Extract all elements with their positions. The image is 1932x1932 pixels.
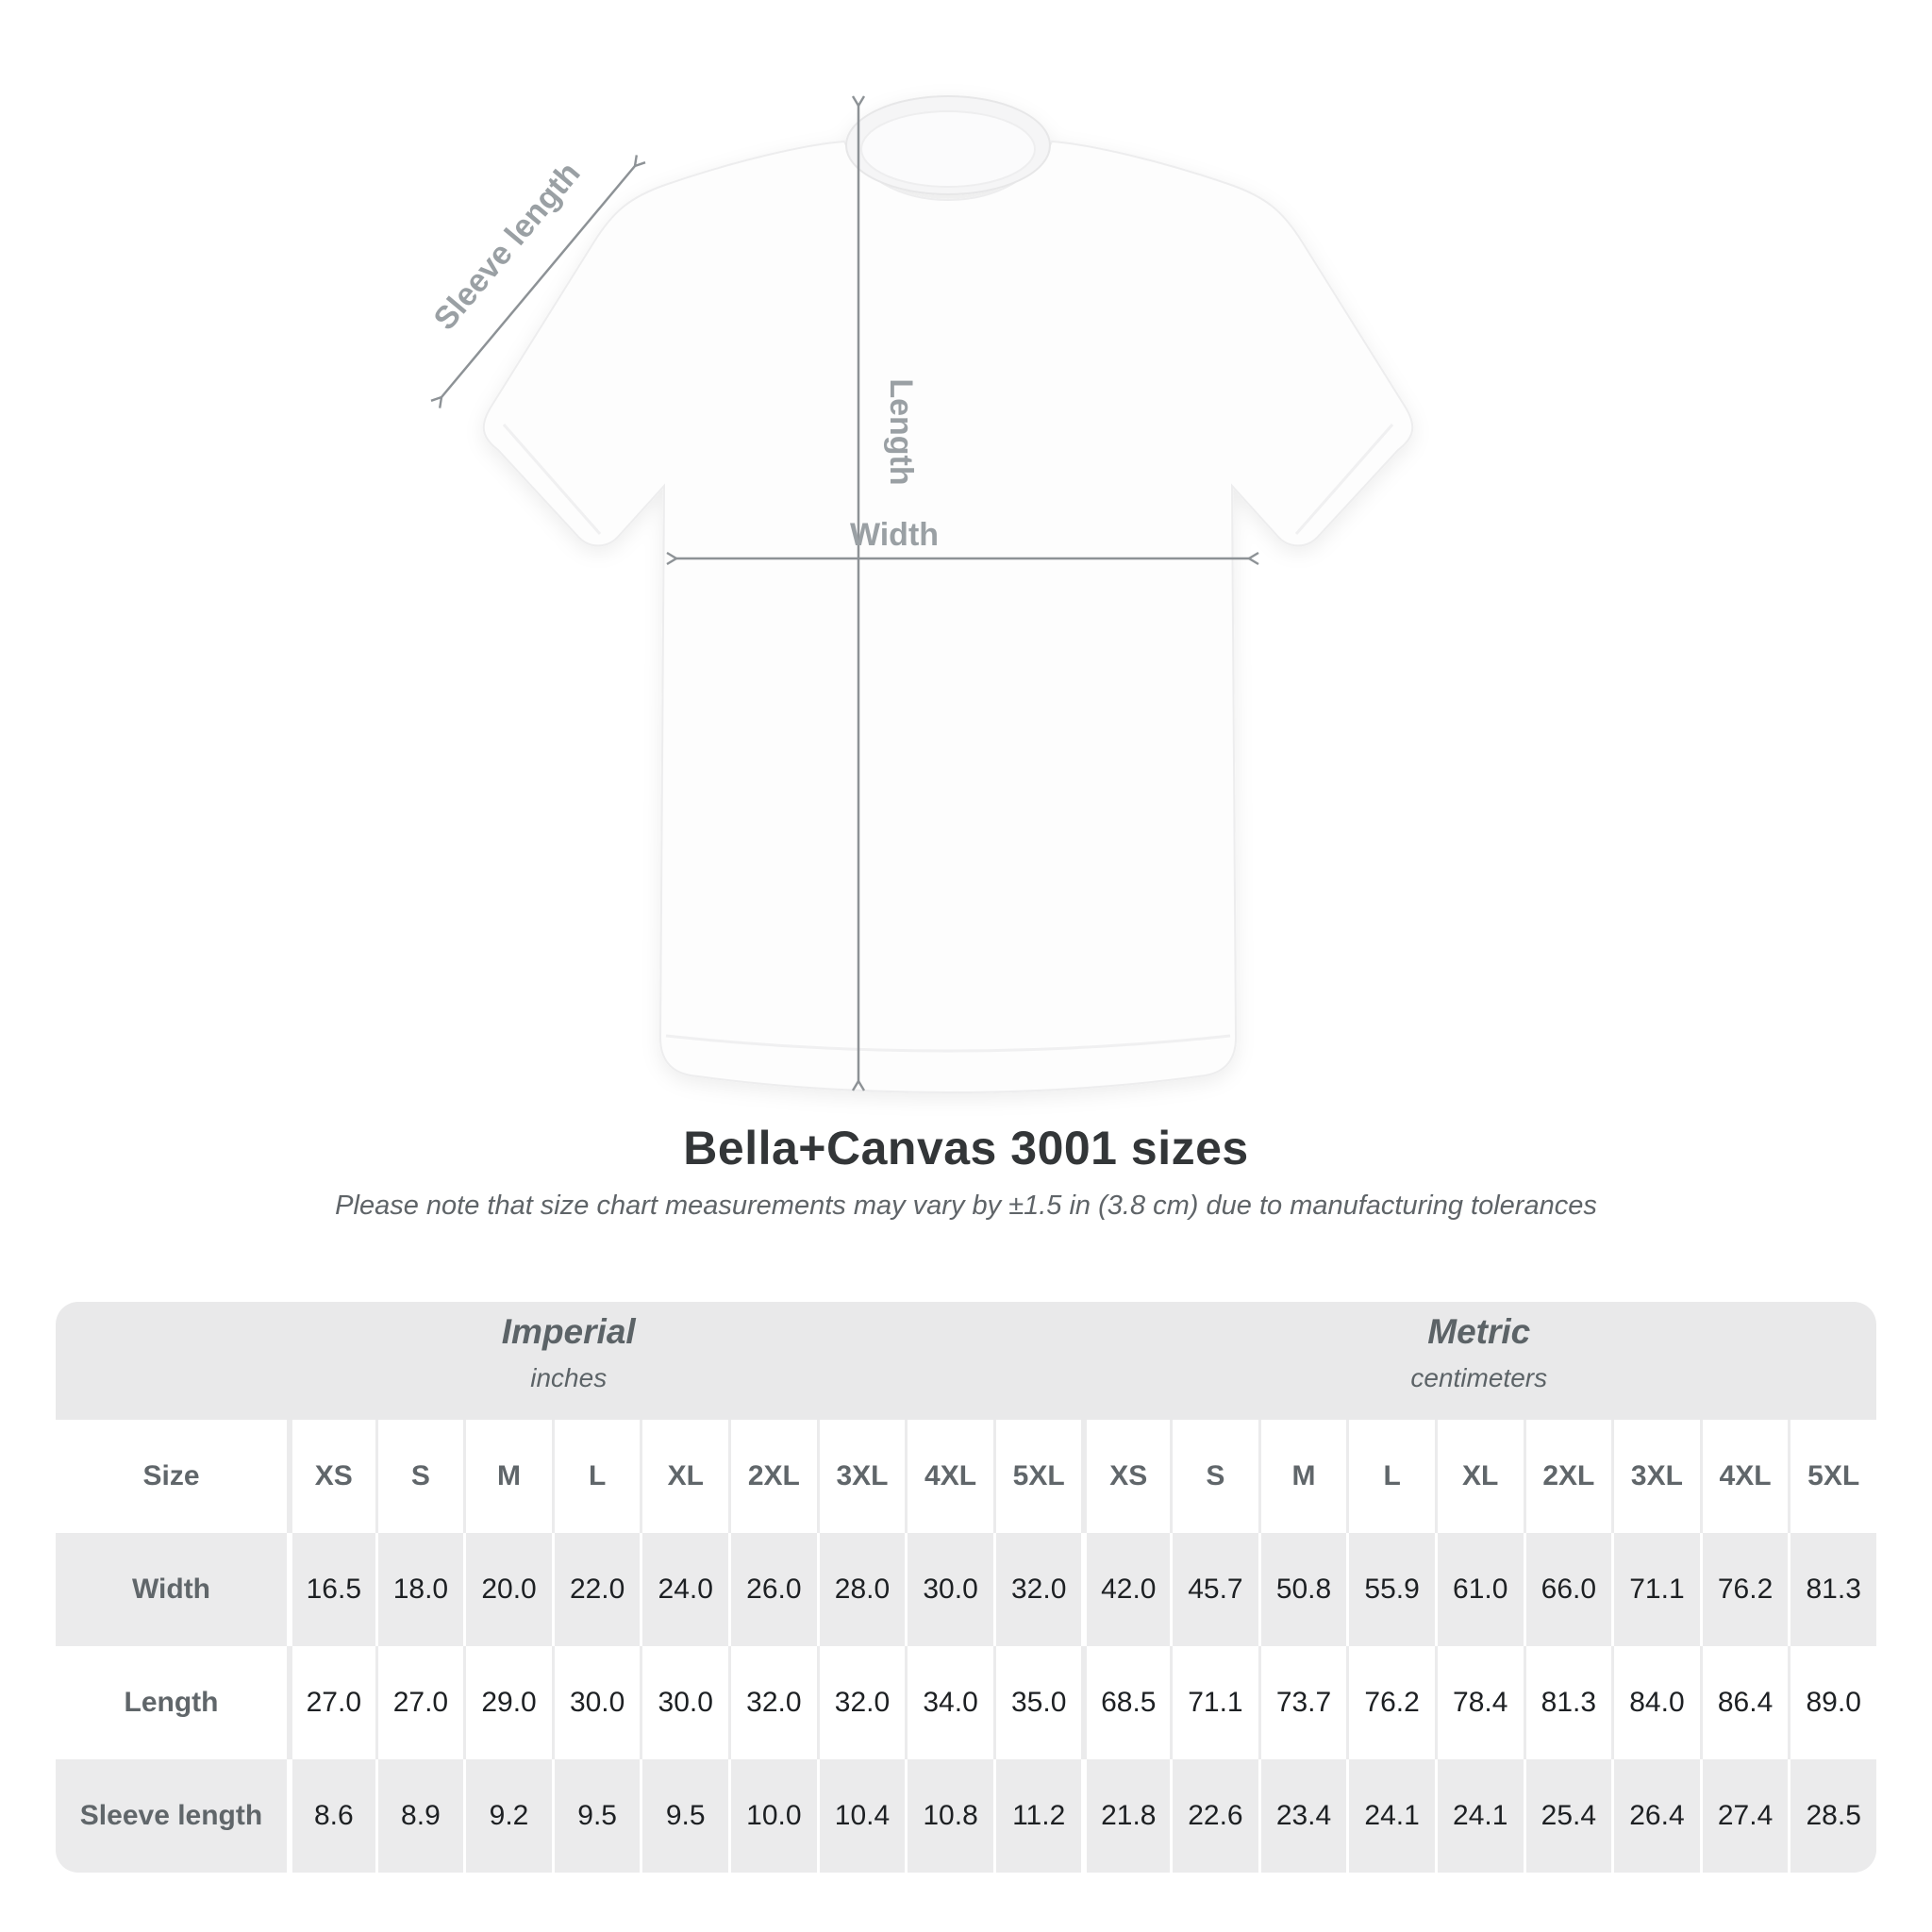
width-imperial-4xl: 30.0 — [905, 1533, 993, 1646]
sleeve-metric-l: 24.1 — [1346, 1759, 1435, 1873]
size-col-header-metric-3xl: 3XL — [1611, 1420, 1700, 1533]
size-table — [56, 1302, 1876, 1873]
sleeve-metric-m: 23.4 — [1258, 1759, 1347, 1873]
metric-band — [1081, 1302, 1876, 1420]
width-imperial-l: 22.0 — [552, 1533, 641, 1646]
length-imperial-5xl: 35.0 — [993, 1646, 1082, 1759]
width-imperial-5xl: 32.0 — [993, 1533, 1082, 1646]
length-metric-m: 73.7 — [1258, 1646, 1347, 1759]
sleeve-imperial-3xl: 10.4 — [817, 1759, 906, 1873]
width-label: Width — [849, 517, 940, 553]
tshirt-collar-rib — [861, 111, 1035, 187]
length-row-label: Length — [56, 1646, 287, 1759]
sleeve-imperial-m: 9.2 — [463, 1759, 552, 1873]
sleeve-imperial-4xl: 10.8 — [905, 1759, 993, 1873]
width-metric-4xl: 76.2 — [1700, 1533, 1789, 1646]
imperial-label: Imperial — [501, 1311, 636, 1351]
size-col-header-metric-m: M — [1258, 1420, 1347, 1533]
width-imperial-s: 18.0 — [375, 1533, 464, 1646]
unit-band-row — [56, 1302, 1876, 1420]
width-metric-l: 55.9 — [1346, 1533, 1435, 1646]
sleeve-imperial-l: 9.5 — [552, 1759, 641, 1873]
sleeve-metric-3xl: 26.4 — [1611, 1759, 1700, 1873]
size-col-header-metric-xs: XS — [1081, 1420, 1170, 1533]
sleeve-imperial-xl: 9.5 — [640, 1759, 728, 1873]
sleeve-length-label: Sleeve length — [426, 155, 588, 338]
sleeve-imperial-xs: 8.6 — [287, 1759, 375, 1873]
size-col-header-metric-s: S — [1170, 1420, 1258, 1533]
length-metric-5xl: 89.0 — [1788, 1646, 1876, 1759]
length-imperial-2xl: 32.0 — [728, 1646, 817, 1759]
sleeve-metric-xl: 24.1 — [1435, 1759, 1524, 1873]
sleeve-metric-4xl: 27.4 — [1700, 1759, 1789, 1873]
length-metric-xl: 78.4 — [1435, 1646, 1524, 1759]
sleeve-imperial-s: 8.9 — [375, 1759, 464, 1873]
size-col-header-metric-5xl: 5XL — [1788, 1420, 1876, 1533]
width-metric-3xl: 71.1 — [1611, 1533, 1700, 1646]
size-table-card — [56, 1302, 1876, 1873]
size-col-header-imperial-3xl: 3XL — [817, 1420, 906, 1533]
length-imperial-xl: 30.0 — [640, 1646, 728, 1759]
size-col-header-metric-4xl: 4XL — [1700, 1420, 1789, 1533]
size-col-header-metric-l: L — [1346, 1420, 1435, 1533]
width-imperial-2xl: 26.0 — [728, 1533, 817, 1646]
size-col-header-metric-2xl: 2XL — [1524, 1420, 1612, 1533]
imperial-unit-label: inches — [530, 1362, 608, 1392]
sleeve-metric-2xl: 25.4 — [1524, 1759, 1612, 1873]
sleeve-metric-5xl: 28.5 — [1788, 1759, 1876, 1873]
width-imperial-m: 20.0 — [463, 1533, 552, 1646]
length-label: Length — [883, 378, 919, 486]
size-col-header-imperial-xs: XS — [287, 1420, 375, 1533]
length-metric-3xl: 84.0 — [1611, 1646, 1700, 1759]
size-col-header-imperial-l: L — [552, 1420, 641, 1533]
size-col-header-imperial-m: M — [463, 1420, 552, 1533]
width-imperial-xl: 24.0 — [640, 1533, 728, 1646]
page-subtitle: Please note that size chart measurements may vary by ±1.5 in (3.8 cm) due to manufacturing tolerances — [335, 1191, 1597, 1221]
width-row-label: Width — [56, 1533, 287, 1646]
sleeve-imperial-2xl: 10.0 — [728, 1759, 817, 1873]
length-imperial-m: 29.0 — [463, 1646, 552, 1759]
length-metric-l: 76.2 — [1346, 1646, 1435, 1759]
width-metric-s: 45.7 — [1170, 1533, 1258, 1646]
imperial-band — [56, 1302, 1081, 1420]
length-imperial-3xl: 32.0 — [817, 1646, 906, 1759]
width-row — [56, 1533, 1876, 1646]
size-col-header-imperial-4xl: 4XL — [905, 1420, 993, 1533]
width-metric-5xl: 81.3 — [1788, 1533, 1876, 1646]
length-imperial-l: 30.0 — [552, 1646, 641, 1759]
width-metric-xl: 61.0 — [1435, 1533, 1524, 1646]
sleeve-length-row — [56, 1759, 1876, 1873]
length-metric-4xl: 86.4 — [1700, 1646, 1789, 1759]
length-imperial-xs: 27.0 — [287, 1646, 375, 1759]
length-imperial-4xl: 34.0 — [905, 1646, 993, 1759]
sleeve-length-row-label: Sleeve length — [56, 1759, 287, 1873]
width-imperial-3xl: 28.0 — [817, 1533, 906, 1646]
length-metric-xs: 68.5 — [1081, 1646, 1170, 1759]
length-metric-s: 71.1 — [1170, 1646, 1258, 1759]
size-col-header-imperial-2xl: 2XL — [728, 1420, 817, 1533]
size-col-header-imperial-5xl: 5XL — [993, 1420, 1082, 1533]
size-col-header-imperial-s: S — [375, 1420, 464, 1533]
length-imperial-s: 27.0 — [375, 1646, 464, 1759]
width-metric-2xl: 66.0 — [1524, 1533, 1612, 1646]
width-metric-m: 50.8 — [1258, 1533, 1347, 1646]
width-metric-xs: 42.0 — [1081, 1533, 1170, 1646]
size-header-row — [56, 1420, 1876, 1533]
sleeve-metric-xs: 21.8 — [1081, 1759, 1170, 1873]
page-title: Bella+Canvas 3001 sizes — [683, 1122, 1249, 1174]
sleeve-metric-s: 22.6 — [1170, 1759, 1258, 1873]
metric-label: Metric — [1427, 1311, 1531, 1351]
width-imperial-xs: 16.5 — [287, 1533, 375, 1646]
size-col-header-imperial-xl: XL — [640, 1420, 728, 1533]
length-metric-2xl: 81.3 — [1524, 1646, 1612, 1759]
tshirt-illustration — [484, 96, 1413, 1092]
length-row — [56, 1646, 1876, 1759]
metric-unit-label: centimeters — [1410, 1362, 1548, 1392]
sleeve-imperial-5xl: 11.2 — [993, 1759, 1082, 1873]
size-col-header-metric-xl: XL — [1435, 1420, 1524, 1533]
tshirt-body — [484, 142, 1413, 1092]
size-column-header: Size — [56, 1420, 287, 1533]
